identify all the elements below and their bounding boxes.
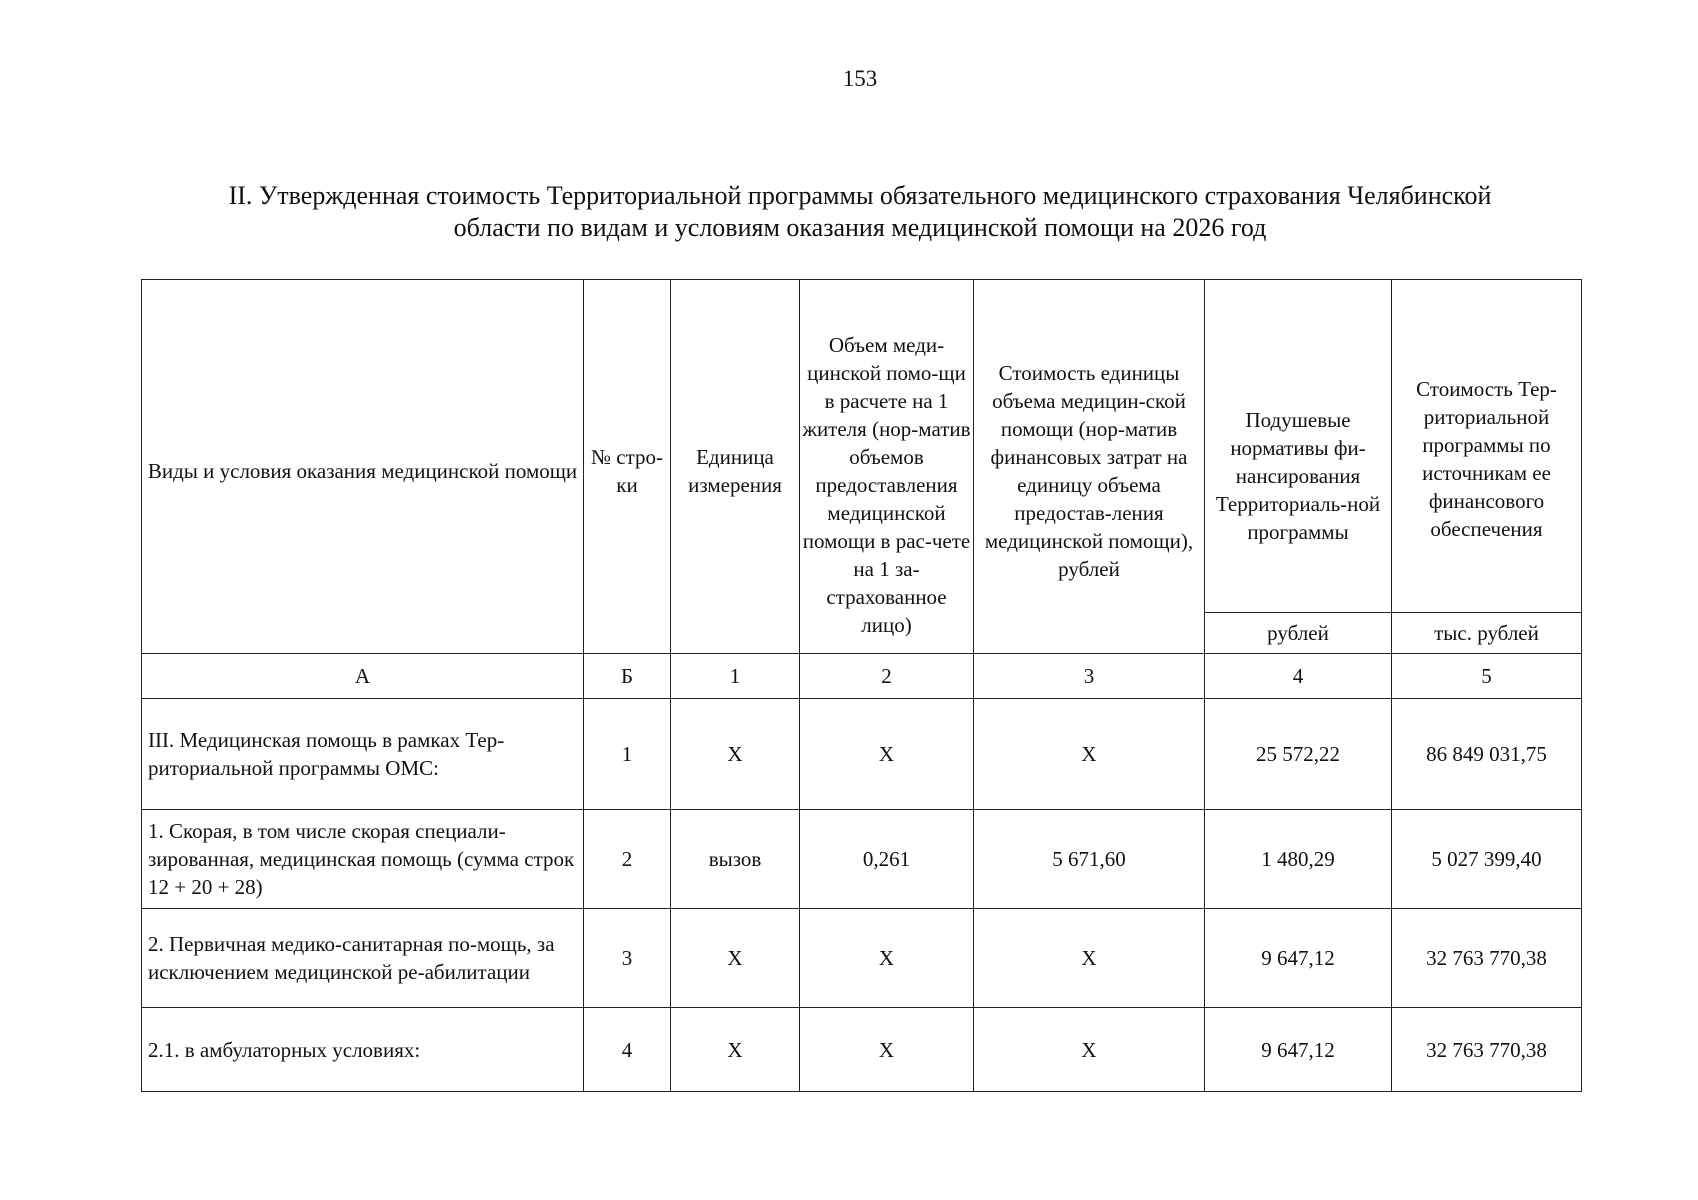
row-line-number: 3	[584, 909, 671, 1008]
title-line-1: II. Утвержденная стоимость Территориальной программы обязательного медицинского страхования Челябинской	[228, 181, 1492, 210]
page-number: 153	[842, 66, 878, 91]
header-col-3: Стоимость единицы объема медицин-ской помощи (нор-матив финансовых затрат на единицу объема предостав-ления медицинской помощи), рублей	[974, 280, 1205, 654]
row-unit-cost: 5 671,60	[974, 810, 1205, 909]
column-number: 4	[1205, 654, 1392, 699]
header-row	[142, 280, 1582, 613]
table-row	[142, 810, 1582, 909]
row-volume: X	[800, 699, 974, 810]
table-row	[142, 909, 1582, 1008]
row-per-capita: 1 480,29	[1205, 810, 1392, 909]
row-unit: X	[671, 699, 800, 810]
row-per-capita: 9 647,12	[1205, 909, 1392, 1008]
row-unit-cost: X	[974, 699, 1205, 810]
row-volume: X	[800, 1008, 974, 1092]
header-col-b: № стро-ки	[584, 280, 671, 654]
column-number: 1	[671, 654, 800, 699]
cost-table	[141, 279, 1582, 1092]
unit-col-4: рублей	[1205, 613, 1392, 654]
row-total: 32 763 770,38	[1392, 909, 1582, 1008]
table-row	[142, 699, 1582, 810]
row-unit: X	[671, 909, 800, 1008]
row-line-number: 4	[584, 1008, 671, 1092]
row-total: 5 027 399,40	[1392, 810, 1582, 909]
row-line-number: 1	[584, 699, 671, 810]
document-title	[140, 180, 1580, 244]
title-line-2: области по видам и условиям оказания медицинской помощи на 2026 год	[453, 213, 1267, 242]
row-total: 32 763 770,38	[1392, 1008, 1582, 1092]
row-volume: X	[800, 909, 974, 1008]
header-col-4: Подушевые нормативы фи-нансирования Территориаль-ной программы	[1205, 280, 1392, 613]
row-name: 2. Первичная медико-санитарная по-мощь, за исключением медицинской ре-абилитации	[142, 909, 584, 1008]
header-col-2: Объем меди-цинской помо-щи в расчете на 1 жителя (нор-матив объемов предоставления медицинской помощи в рас-чете на 1 за-страхованное лицо)	[800, 280, 974, 654]
row-unit: X	[671, 1008, 800, 1092]
column-number: 2	[800, 654, 974, 699]
table-row	[142, 1008, 1582, 1092]
row-unit-cost: X	[974, 1008, 1205, 1092]
header-col-a: Виды и условия оказания медицинской помощи	[142, 280, 584, 654]
column-number: Б	[584, 654, 671, 699]
unit-col-5: тыс. рублей	[1392, 613, 1582, 654]
row-total: 86 849 031,75	[1392, 699, 1582, 810]
column-number: 3	[974, 654, 1205, 699]
row-unit: вызов	[671, 810, 800, 909]
row-per-capita: 25 572,22	[1205, 699, 1392, 810]
column-number: 5	[1392, 654, 1582, 699]
header-col-1: Единица измерения	[671, 280, 800, 654]
row-name: 1. Скорая, в том числе скорая специали-зированная, медицинская помощь (сумма строк 12 + 20 + 28)	[142, 810, 584, 909]
row-volume: 0,261	[800, 810, 974, 909]
column-number: А	[142, 654, 584, 699]
row-name: 2.1. в амбулаторных условиях:	[142, 1008, 584, 1092]
column-number-row	[142, 654, 1582, 699]
row-name: III. Медицинская помощь в рамках Тер-риториальной программы ОМС:	[142, 699, 584, 810]
row-line-number: 2	[584, 810, 671, 909]
header-col-5: Стоимость Тер-риториальной программы по источникам ее финансового обеспечения	[1392, 280, 1582, 613]
row-unit-cost: X	[974, 909, 1205, 1008]
row-per-capita: 9 647,12	[1205, 1008, 1392, 1092]
